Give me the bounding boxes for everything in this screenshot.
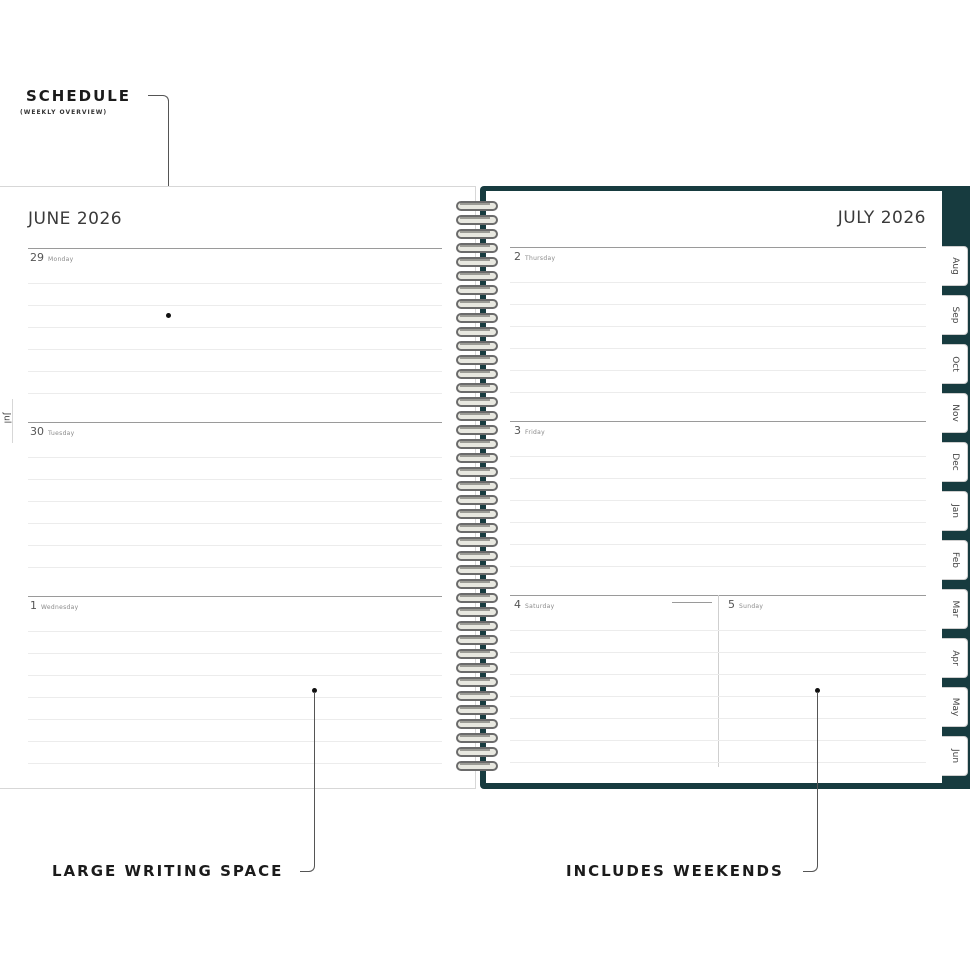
spiral-coil <box>452 256 500 266</box>
spiral-coil <box>452 634 500 644</box>
spiral-coil <box>452 466 500 476</box>
spiral-coil <box>452 200 500 210</box>
right-page <box>486 191 942 783</box>
day-header: 29 Monday <box>30 251 74 264</box>
spiral-coil <box>452 270 500 280</box>
spiral-coil <box>452 410 500 420</box>
month-tab-aug[interactable]: Aug <box>942 246 968 286</box>
writing-leader-hook <box>300 861 315 872</box>
spiral-coil <box>452 382 500 392</box>
spiral-coil <box>452 354 500 364</box>
writing-callout-title: LARGE WRITING SPACE <box>52 862 284 880</box>
day-header: 2 Thursday <box>514 250 556 263</box>
schedule-callout-title: SCHEDULE <box>26 87 132 105</box>
day-divider <box>28 248 442 249</box>
month-tab-sep[interactable]: Sep <box>942 295 968 335</box>
spiral-coil <box>452 438 500 448</box>
spiral-coil <box>452 550 500 560</box>
spiral-coil <box>452 564 500 574</box>
spiral-coil <box>452 494 500 504</box>
spiral-coil <box>452 690 500 700</box>
spiral-coil <box>452 704 500 714</box>
right-page-month-title: JULY 2026 <box>837 208 926 228</box>
spiral-coil <box>452 242 500 252</box>
month-tab-dec[interactable]: Dec <box>942 442 968 482</box>
left-page <box>0 186 476 789</box>
weekend-separator <box>718 595 719 767</box>
spiral-coil <box>452 522 500 532</box>
spiral-coil <box>452 214 500 224</box>
spiral-coil <box>452 648 500 658</box>
schedule-leader-hook <box>148 95 169 106</box>
day-header: 3 Friday <box>514 424 545 437</box>
day-header: 1 Wednesday <box>30 599 79 612</box>
spiral-coil <box>452 718 500 728</box>
day-header-sunday: 5 Sunday <box>728 598 764 611</box>
spiral-coil <box>452 606 500 616</box>
month-tab-feb[interactable]: Feb <box>942 540 968 580</box>
day-header-saturday: 4 Saturday <box>514 598 555 611</box>
spiral-coil <box>452 662 500 672</box>
schedule-callout-subtitle: (WEEKLY OVERVIEW) <box>20 109 108 116</box>
day-divider <box>28 422 442 423</box>
spiral-coil <box>452 508 500 518</box>
spiral-coil <box>452 620 500 630</box>
month-tab-jan[interactable]: Jan <box>942 491 968 531</box>
weekends-callout-title: INCLUDES WEEKENDS <box>566 862 784 880</box>
spiral-coil <box>452 312 500 322</box>
day-divider <box>510 247 926 248</box>
schedule-callout-dot <box>166 313 171 318</box>
writing-leader-line <box>314 692 315 862</box>
spiral-coil <box>452 592 500 602</box>
spiral-coil <box>452 578 500 588</box>
spiral-coil <box>452 228 500 238</box>
month-tab-may[interactable]: May <box>942 687 968 727</box>
month-tab-jun[interactable]: Jun <box>942 736 968 776</box>
spiral-coil <box>452 536 500 546</box>
month-tab-oct[interactable]: Oct <box>942 344 968 384</box>
month-tab-apr[interactable]: Apr <box>942 638 968 678</box>
spiral-coil <box>452 732 500 742</box>
month-tab-mar[interactable]: Mar <box>942 589 968 629</box>
day-divider <box>510 421 926 422</box>
spiral-coil <box>452 298 500 308</box>
spiral-coil <box>452 480 500 490</box>
spiral-coil <box>452 284 500 294</box>
spiral-coil <box>452 760 500 770</box>
spiral-coil <box>452 452 500 462</box>
left-edge-month-tab: Jul <box>0 399 13 443</box>
left-page-month-title: JUNE 2026 <box>28 209 123 229</box>
weekends-leader-line <box>817 692 818 862</box>
spiral-coil <box>452 676 500 686</box>
spiral-coil <box>452 396 500 406</box>
spiral-coil <box>452 368 500 378</box>
spiral-coil <box>452 326 500 336</box>
day-divider <box>28 596 442 597</box>
spiral-coil <box>452 746 500 756</box>
weekends-leader-hook <box>803 861 818 872</box>
month-tab-nov[interactable]: Nov <box>942 393 968 433</box>
spiral-coil <box>452 424 500 434</box>
day-header: 30 Tuesday <box>30 425 75 438</box>
spiral-coil <box>452 340 500 350</box>
